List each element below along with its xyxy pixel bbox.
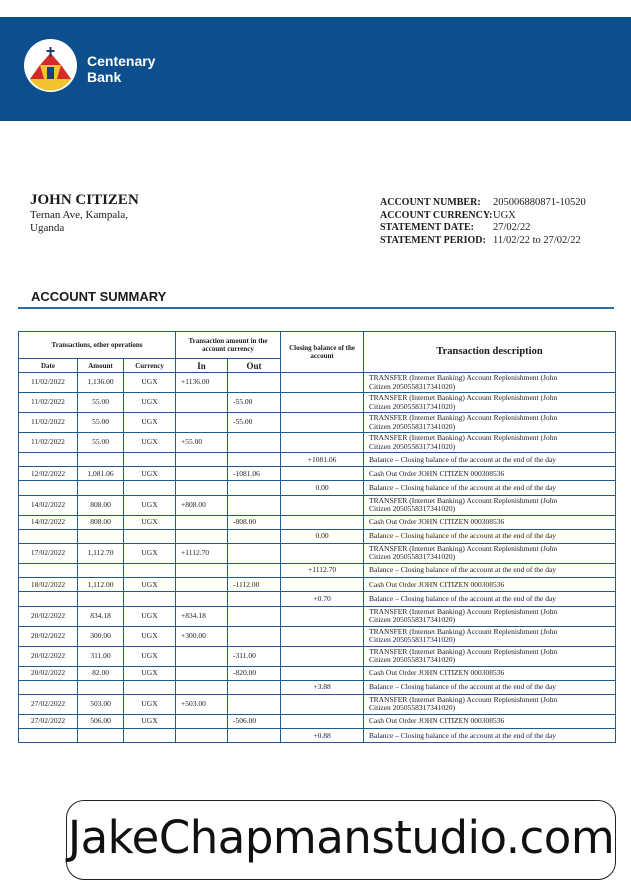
cell-amount: 808.00 [78,515,124,529]
cell-date [19,481,78,495]
description-line2: Citizen 2050558317341020) [369,615,456,624]
cell-out: -1081.06 [228,467,281,481]
address-line1: Ternan Ave, Kampala, [30,209,128,221]
column-header-out: Out [228,359,281,373]
column-header-currency: Currency [124,359,176,373]
table-row [19,481,616,495]
cell-balance [281,646,364,666]
cell-date: 17/02/2022 [19,543,78,563]
cell-description [364,578,616,592]
table-row [19,433,616,453]
cell-description [364,373,616,393]
cell-amount [78,529,124,543]
cell-description [364,543,616,563]
bank-logo-icon [24,39,77,92]
cell-amount: 808.00 [78,495,124,515]
cell-amount [78,592,124,606]
cell-in [176,563,228,577]
description-line1: Balance – Closing balance of the account at the end of the day [369,565,557,575]
cell-in: +1112.70 [176,543,228,563]
cell-in [176,481,228,495]
cell-date: 11/02/2022 [19,413,78,433]
cell-balance [281,433,364,453]
bank-name-line1: Centenary [87,53,156,69]
column-header-description: Transaction description [364,332,616,373]
cell-in [176,393,228,413]
account-details [380,197,623,247]
cell-balance [281,393,364,413]
cell-date: 14/02/2022 [19,495,78,515]
cell-balance: 0.00 [281,481,364,495]
table-row [19,694,616,714]
cell-balance [281,714,364,728]
cell-amount: 1,136.00 [78,373,124,393]
cell-currency [124,592,176,606]
cell-out [228,729,281,743]
cell-balance [281,373,364,393]
cell-out [228,694,281,714]
cell-date: 20/02/2022 [19,606,78,626]
description-line1: Balance – Closing balance of the account at the end of the day [369,531,557,541]
cell-currency: UGX [124,543,176,563]
cell-in: +503.00 [176,694,228,714]
cell-date: 20/02/2022 [19,626,78,646]
cell-in: +808.00 [176,495,228,515]
cell-currency [124,481,176,495]
cell-date [19,453,78,467]
cell-date: 27/02/2022 [19,694,78,714]
description-line2: Citizen 2050558317341020) [369,635,456,644]
cell-in [176,453,228,467]
cell-date: 20/02/2022 [19,666,78,680]
cell-out: -808.00 [228,515,281,529]
cell-in [176,680,228,694]
cell-description [364,714,616,728]
description-line2: Citizen 2050558317341020) [369,421,456,431]
cell-balance [281,606,364,626]
cell-amount: 55.00 [78,413,124,433]
cell-amount: 55.00 [78,393,124,413]
table-row [19,529,616,543]
description-line2: Citizen 2050558317341020) [369,441,456,451]
cell-balance [281,495,364,515]
section-divider [18,307,614,309]
customer-address [30,209,128,235]
table-row [19,413,616,433]
table-row [19,646,616,666]
cell-currency [124,563,176,577]
table-row [19,467,616,481]
description-line1: Cash Out Order JOHN CITIZEN 000308536 [369,579,505,589]
account-currency-value: UGX [493,209,516,221]
description-line1: Balance – Closing balance of the account at the end of the day [369,593,557,603]
group-header-transactions: Transactions, other operations [19,332,176,359]
cell-in [176,578,228,592]
cell-description [364,453,616,467]
cell-description [364,515,616,529]
description-line1: Balance – Closing balance of the account at the end of the day [369,730,557,740]
description-line2: Citizen 2050558317341020) [369,552,456,562]
cell-date: 18/02/2022 [19,578,78,592]
description-line1: TRANSFER (Internet Banking) Account Replenishment (John [369,695,558,705]
cell-description [364,393,616,413]
column-header-in: In [176,359,228,373]
table-row [19,606,616,626]
cell-amount: 82.00 [78,666,124,680]
table-row [19,680,616,694]
cell-currency: UGX [124,433,176,453]
cell-date: 20/02/2022 [19,646,78,666]
cell-out [228,592,281,606]
cell-in [176,714,228,728]
cell-date: 27/02/2022 [19,714,78,728]
cell-date [19,563,78,577]
cell-balance: +0.88 [281,729,364,743]
cell-in [176,413,228,433]
description-line1: TRANSFER (Internet Banking) Account Replenishment (John [369,433,558,443]
cell-date: 14/02/2022 [19,515,78,529]
cell-in [176,529,228,543]
cell-amount: 834.18 [78,606,124,626]
table-row [19,543,616,563]
description-line1: Cash Out Order JOHN CITIZEN 000308536 [369,517,505,527]
cell-out [228,543,281,563]
description-line1: TRANSFER (Internet Banking) Account Replenishment (John [369,413,558,423]
cell-in: +300.00 [176,626,228,646]
cell-description [364,592,616,606]
cell-balance [281,467,364,481]
cell-currency [124,729,176,743]
cell-out [228,453,281,467]
cell-amount: 55.00 [78,433,124,453]
table-row [19,373,616,393]
cell-balance [281,666,364,680]
statement-date-value: 27/02/22 [493,222,531,233]
cell-currency: UGX [124,626,176,646]
cell-date: 11/02/2022 [19,433,78,453]
cell-balance [281,543,364,563]
cell-currency [124,529,176,543]
account-number-value: 205006880871-10520 [493,197,586,208]
cell-out: -311.00 [228,646,281,666]
cell-description [364,563,616,577]
cell-amount [78,563,124,577]
cell-in [176,515,228,529]
cell-currency: UGX [124,646,176,666]
cell-currency: UGX [124,714,176,728]
cell-date [19,592,78,606]
cell-out [228,373,281,393]
cell-amount: 506.00 [78,714,124,728]
cell-balance [281,694,364,714]
description-line2: Citizen 2050558317341020) [369,655,456,664]
watermark-banner [66,800,616,880]
cell-in [176,729,228,743]
column-header-closing-balance: Closing balance of the account [281,332,364,373]
cell-amount: 503.00 [78,694,124,714]
description-line1: Balance – Closing balance of the account at the end of the day [369,682,557,692]
cell-in: +834.18 [176,606,228,626]
cell-in: +1136.00 [176,373,228,393]
table-row [19,495,616,515]
cell-currency: UGX [124,666,176,680]
description-line1: Cash Out Order JOHN CITIZEN 000308536 [369,468,505,478]
cell-out [228,606,281,626]
description-line2: Citizen 2050558317341020) [369,401,456,411]
description-line2: Citizen 2050558317341020) [369,504,456,514]
description-line1: Balance – Closing balance of the account at the end of the day [369,454,557,464]
cell-out [228,529,281,543]
cell-currency [124,680,176,694]
cell-currency: UGX [124,467,176,481]
cell-amount [78,453,124,467]
cell-amount [78,729,124,743]
description-line1: TRANSFER (Internet Banking) Account Replenishment (John [369,544,558,554]
column-header-amount: Amount [78,359,124,373]
cell-amount: 311.00 [78,646,124,666]
table-row [19,578,616,592]
cell-description [364,729,616,743]
cell-description [364,694,616,714]
column-header-date: Date [19,359,78,373]
description-line1: TRANSFER (Internet Banking) Account Replenishment (John [369,626,558,636]
cell-in [176,467,228,481]
cell-in [176,592,228,606]
cell-date [19,680,78,694]
description-line1: Cash Out Order JOHN CITIZEN 000308536 [369,716,505,726]
cell-out [228,626,281,646]
header-band [0,17,631,121]
table-row [19,515,616,529]
cell-balance [281,413,364,433]
table-row [19,666,616,680]
cell-currency: UGX [124,515,176,529]
cell-amount: 1,081.06 [78,467,124,481]
cell-out: -1112.00 [228,578,281,592]
cell-description [364,626,616,646]
table-row [19,714,616,728]
statement-period-value: 11/02/22 to 27/02/22 [493,234,581,246]
cell-currency: UGX [124,413,176,433]
statement-date-label: STATEMENT DATE: [380,222,474,233]
cell-out: -820.00 [228,666,281,680]
cell-date: 11/02/2022 [19,373,78,393]
statement-period-label: STATEMENT PERIOD: [380,234,486,246]
cell-date: 12/02/2022 [19,467,78,481]
description-line1: TRANSFER (Internet Banking) Account Replenishment (John [369,373,558,383]
cell-amount [78,680,124,694]
cell-out: -55.00 [228,413,281,433]
cell-description [364,646,616,666]
table-row [19,592,616,606]
cell-amount: 300.00 [78,626,124,646]
cell-in [176,666,228,680]
table-row [19,453,616,467]
cell-balance: +1112.70 [281,563,364,577]
bank-name-line2: Bank [87,69,122,85]
address-line2: Uganda [30,222,65,234]
cell-description [364,413,616,433]
cell-description [364,495,616,515]
bank-name [87,53,155,85]
cell-description [364,433,616,453]
cell-date [19,729,78,743]
cell-out [228,481,281,495]
table-row [19,563,616,577]
cell-amount [78,481,124,495]
description-line2: Citizen 2050558317341020) [369,381,456,391]
cell-balance: 0.00 [281,529,364,543]
cell-currency: UGX [124,373,176,393]
cell-balance [281,515,364,529]
cell-currency: UGX [124,606,176,626]
account-currency-label: ACCOUNT CURRENCY: [380,209,493,221]
table-row [19,729,616,743]
table-row [19,393,616,413]
cell-currency: UGX [124,495,176,515]
transactions-table [18,331,616,743]
cell-description [364,529,616,543]
cell-in [176,646,228,666]
cell-out [228,495,281,515]
cell-currency: UGX [124,393,176,413]
description-line1: Balance – Closing balance of the account at the end of the day [369,482,557,492]
description-line1: TRANSFER (Internet Banking) Account Replenishment (John [369,646,558,656]
cell-currency [124,453,176,467]
cell-currency: UGX [124,578,176,592]
description-line2: Citizen 2050558317341020) [369,703,456,713]
cell-balance: +3.88 [281,680,364,694]
watermark-text: JakeChapmanstudio.com [67,811,615,864]
cell-description [364,606,616,626]
cell-description [364,481,616,495]
account-number-label: ACCOUNT NUMBER: [380,197,481,208]
cell-description [364,666,616,680]
cell-date [19,529,78,543]
cell-out: -506.00 [228,714,281,728]
description-line1: TRANSFER (Internet Banking) Account Replenishment (John [369,606,558,616]
cell-out [228,680,281,694]
cell-description [364,680,616,694]
cell-out: -55.00 [228,393,281,413]
cell-amount: 1,112.00 [78,578,124,592]
group-header-amount: Transaction amount in the account currency [176,332,281,359]
cell-out [228,433,281,453]
description-line1: TRANSFER (Internet Banking) Account Replenishment (John [369,393,558,403]
description-line1: TRANSFER (Internet Banking) Account Replenishment (John [369,495,558,505]
cell-balance [281,626,364,646]
cell-balance [281,578,364,592]
cell-balance: +0.70 [281,592,364,606]
cell-currency: UGX [124,694,176,714]
cell-out [228,563,281,577]
cell-description [364,467,616,481]
cell-date: 11/02/2022 [19,393,78,413]
cell-amount: 1,112.70 [78,543,124,563]
cell-balance: +1081.06 [281,453,364,467]
description-line1: Cash Out Order JOHN CITIZEN 000308536 [369,668,505,678]
table-row [19,626,616,646]
cell-in: +55.00 [176,433,228,453]
customer-name: JOHN CITIZEN [30,192,139,208]
section-title: ACCOUNT SUMMARY [31,289,167,304]
